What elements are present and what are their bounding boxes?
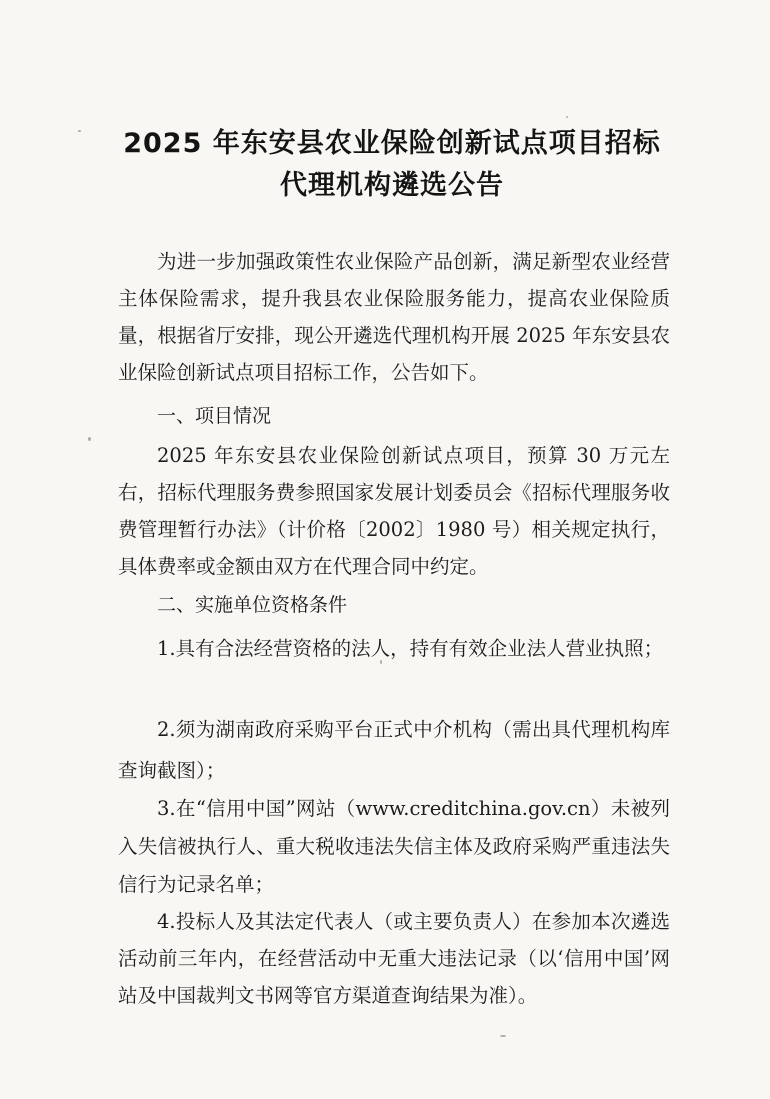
scan-speck (78, 130, 81, 132)
qualification-item-3: 3.在“信用中国”网站（www.creditchina.gov.cn）未被列入失信被执行人、重大税收违法失信主体及政府采购严重违法失信行为记录名单； (118, 797, 670, 896)
scan-speck (500, 1035, 506, 1037)
document-title-line-2: 代理机构遴选公告 (280, 170, 504, 201)
scan-speck (380, 660, 382, 664)
intro-paragraph: 为进一步加强政策性农业保险产品创新，满足新型农业经营主体保险需求，提升我县农业保险服务能力，提高农业保险质量，根据省厅安排，现公开遴选代理机构开展 2025 年东安县农业保险创新试点项目招标工作，公告如下。 (118, 250, 670, 384)
qualification-item-2: 2.须为湖南政府采购平台正式中介机构（需出具代理机构库查询截图）； (118, 718, 670, 782)
scan-speck (88, 437, 91, 441)
scan-speck (566, 116, 568, 118)
section-1-heading: 一、项目情况 (157, 405, 272, 427)
section-2-heading: 二、实施单位资格条件 (157, 594, 348, 616)
document-title-line-1: 2025 年东安县农业保险创新试点项目招标 (123, 128, 661, 159)
qualification-item-4: 4.投标人及其法定代表人（或主要负责人）在参加本次遴选活动前三年内，在经营活动中无重大违法记录（以‘信用中国’网站及中国裁判文书网等官方渠道查询结果为准）。 (118, 910, 670, 1007)
section-1-paragraph: 2025 年东安县农业保险创新试点项目，预算 30 万元左右，招标代理服务费参照国家发展计划委员会《招标代理服务收费管理暂行办法》（计价格〔2002〕1980 号）相关规定执行，具体费率或金额由双方在代理合同中约定。 (118, 444, 670, 578)
qualification-item-1: 1.具有合法经营资格的法人，持有有效企业法人营业执照； (157, 637, 664, 660)
